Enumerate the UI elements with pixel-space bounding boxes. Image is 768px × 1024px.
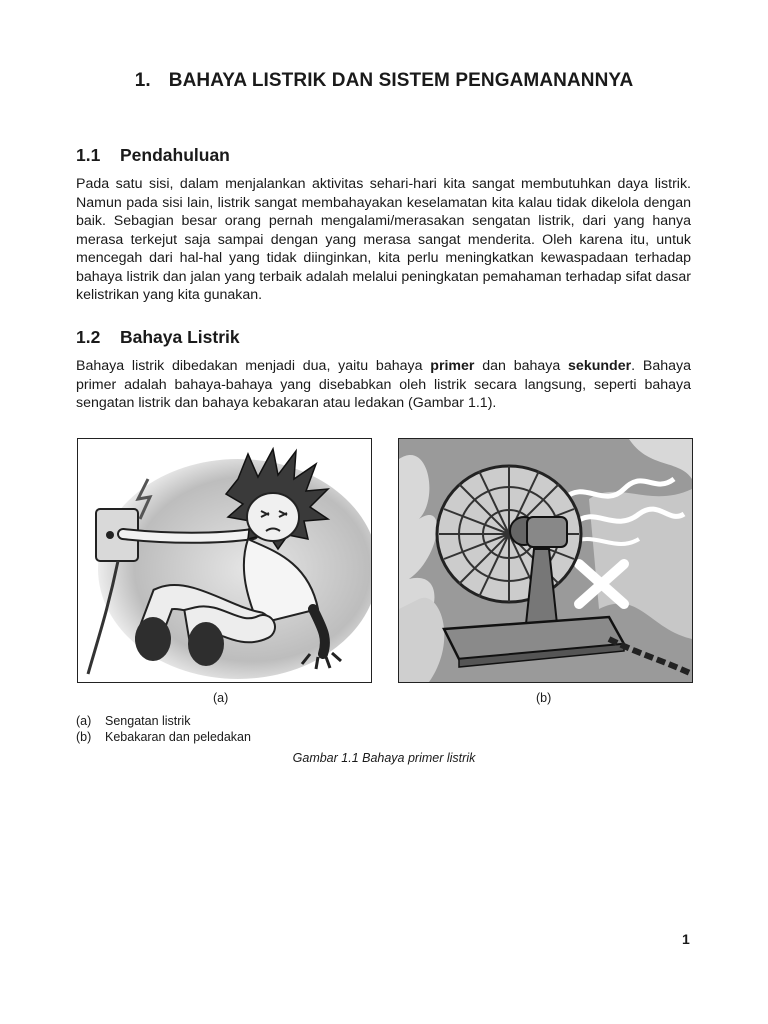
legend-item-b xyxy=(76,729,251,745)
figure-a-label: (a) xyxy=(213,691,229,705)
chapter-title xyxy=(0,70,768,92)
figure-b-label: (b) xyxy=(536,691,552,705)
paragraph-text: . Bahaya primer adalah bahaya-bahaya yang disebabkan oleh listrik secara langsung, seperti bahaya sengatan listrik dan bahaya kebakaran atau ledakan (Gambar 1.1). xyxy=(76,358,691,411)
page-number: 1 xyxy=(682,931,690,947)
burning-fan-drawing xyxy=(399,439,692,682)
figure-electric-shock-illustration xyxy=(77,438,372,683)
legend-text: Sengatan listrik xyxy=(105,714,191,728)
section-title: Pendahuluan xyxy=(120,145,230,165)
figure-caption: Gambar 1.1 Bahaya primer listrik xyxy=(292,751,476,765)
shoe xyxy=(135,617,171,661)
fan-motor xyxy=(527,517,567,547)
legend-key: (b) xyxy=(76,730,92,744)
chapter-title-text: BAHAYA LISTRIK DAN SISTEM PENGAMANANNYA xyxy=(168,70,634,91)
chapter-number: 1. xyxy=(134,70,151,91)
face xyxy=(247,493,299,541)
paragraph-text: Bahaya listrik dibedakan menjadi dua, yaitu bahaya xyxy=(76,358,431,374)
legend-item-a xyxy=(76,713,190,729)
paragraph-text: dan bahaya xyxy=(474,358,569,374)
term-sekunder: sekunder xyxy=(568,358,632,374)
section-heading-pendahuluan xyxy=(76,145,230,166)
legend-key: (a) xyxy=(76,714,92,728)
bahaya-listrik-paragraph xyxy=(76,357,691,413)
term-primer: primer xyxy=(430,358,475,374)
figure-burning-fan-illustration xyxy=(398,438,693,683)
legend-text: Kebakaran dan peledakan xyxy=(105,730,251,744)
intro-paragraph: Pada satu sisi, dalam menjalankan aktivitas sehari-hari kita sangat membutuhkan daya listrik. Namun pada sisi lain, listrik sangat membahayakan keselamatan kita kalau tidak dikelola dengan baik. Sebagian besar orang pernah mengalami/merasakan sengatan listrik, dari yang hanya merasa terkejut saja sampai dengan yang merasa sangat menderita. Oleh karena itu, untuk mencegah dari hal-hal yang tidak diinginkan, kita perlu meningkatkan kewaspadaan terhadap bahaya listrik dan jalan yang terbaik adalah melalui peningkatan pemahaman terhadap sifat dasar kelistrikan yang kita gunakan. xyxy=(76,176,691,303)
section-number: 1.1 xyxy=(76,145,101,165)
section-heading-bahaya-listrik xyxy=(76,327,240,348)
section-title: Bahaya Listrik xyxy=(120,327,240,347)
shoe xyxy=(188,622,224,666)
electric-shock-drawing xyxy=(78,439,371,682)
section-number: 1.2 xyxy=(76,327,101,347)
